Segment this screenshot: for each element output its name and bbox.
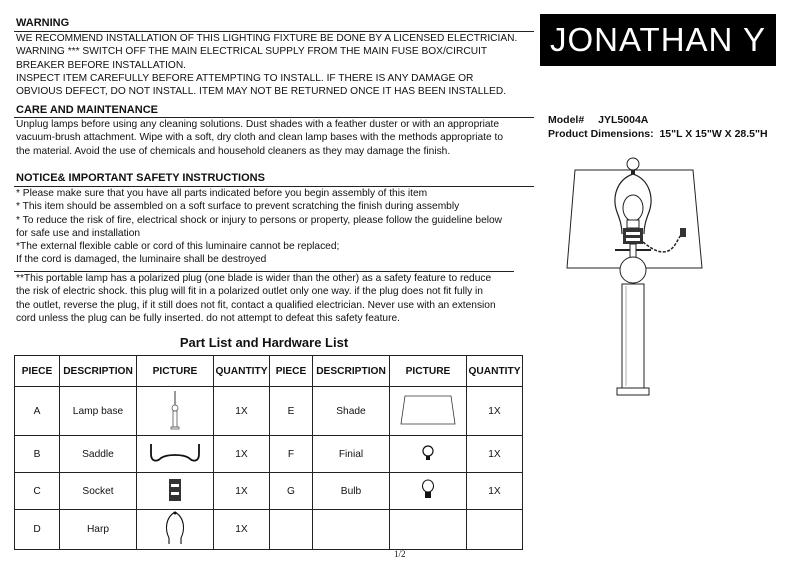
plug-text <box>16 272 496 325</box>
table-row <box>15 436 523 473</box>
description-cell: Lamp base <box>60 387 137 436</box>
picture-cell <box>390 387 467 436</box>
piece-cell: E <box>270 387 313 436</box>
description-cell: Shade <box>313 387 390 436</box>
plug-line: **This portable lamp has a polarized plug (one blade is wider than the other) as a safety feature to reduce <box>16 273 492 284</box>
picture-cell <box>137 436 214 473</box>
safety-text <box>16 187 502 267</box>
col-header: PIECE <box>15 356 60 387</box>
quantity-cell: 1X <box>467 436 523 473</box>
bulb-icon <box>421 479 435 501</box>
safety-line: for safe use and installation <box>16 227 141 239</box>
warning-line: INSPECT ITEM CAREFULLY BEFORE ATTEMPTING TO INSTALL. IF THERE IS ANY DAMAGE OR <box>16 72 474 84</box>
piece-cell: D <box>15 510 60 550</box>
plug-line: the risk of electric shock. this plug will fit in a polarized outlet only one way. if the plug does not fit fully in <box>16 286 483 298</box>
warning-line: WARNING *** SWITCH OFF THE MAIN ELECTRICAL SUPPLY FROM THE MAIN FUSE BOX/CIRCUIT <box>16 46 488 58</box>
harp-icon <box>163 510 187 546</box>
piece-cell: F <box>270 436 313 473</box>
socket-icon <box>167 476 183 504</box>
quantity-cell: 1X <box>214 387 270 436</box>
care-line: Unplug lamps before using any cleaning solutions. Dust shades with a feather duster or with an appropriate <box>16 119 500 130</box>
warning-text <box>16 32 517 98</box>
plug-line: cord unless the plug can be fully inserted. do not attempt to defeat this safety feature. <box>16 312 400 324</box>
plug-line: the outlet, reverse the plug, if it still does not fit, contact a qualified electrician. Never use with an extension <box>16 299 496 311</box>
care-line: the material. Avoid the use of chemicals and household cleaners as they may damage the finish. <box>16 145 451 157</box>
shade-icon <box>398 393 458 427</box>
dims-value: 15"L X 15"W X 28.5"H <box>659 128 768 140</box>
picture-cell <box>390 510 467 550</box>
safety-line: *The external flexible cable or cord of this luminaire cannot be replaced; <box>16 241 340 253</box>
col-header: PICTURE <box>137 356 214 387</box>
care-heading: CARE AND MAINTENANCE <box>16 104 158 116</box>
warning-heading: WARNING <box>16 17 70 29</box>
picture-cell <box>137 473 214 510</box>
description-cell: Bulb <box>313 473 390 510</box>
lamp-base-icon <box>165 389 185 431</box>
safety-line: * To reduce the risk of fire, electrical shock or injury to persons or property, please follow the guideline below <box>16 214 503 226</box>
piece-cell: C <box>15 473 60 510</box>
picture-cell <box>137 510 214 550</box>
quantity-cell <box>467 510 523 550</box>
quantity-cell: 1X <box>214 510 270 550</box>
picture-cell <box>390 436 467 473</box>
piece-cell: B <box>15 436 60 473</box>
quantity-cell: 1X <box>467 473 523 510</box>
piece-cell: G <box>270 473 313 510</box>
warning-line: OBVIOUS DEFECT, DO NOT INSTALL. ITEM MAY NOT BE RETURNED ONCE IT HAS BEEN INSTALLED. <box>16 86 507 98</box>
brand-logo: JONATHAN Y <box>540 14 776 66</box>
warning-line: BREAKER BEFORE INSTALLATION. <box>16 59 187 71</box>
description-cell: Socket <box>60 473 137 510</box>
model-label: Model# <box>548 114 585 126</box>
quantity-cell: 1X <box>214 436 270 473</box>
picture-cell <box>137 387 214 436</box>
dims-label: Product Dimensions: <box>548 128 654 140</box>
safety-line: If the cord is damaged, the luminaire shall be destroyed <box>16 254 267 266</box>
page-number: 1/2 <box>394 549 406 559</box>
safety-line: * Please make sure that you have all parts indicated before you begin assembly of this item <box>16 188 428 199</box>
parts-table <box>14 355 523 550</box>
col-header: DESCRIPTION <box>313 356 390 387</box>
quantity-cell: 1X <box>467 387 523 436</box>
description-cell: Finial <box>313 436 390 473</box>
product-info <box>548 113 768 141</box>
model-value: JYL5004A <box>598 114 649 126</box>
care-line: vacuum-brush attachment. Wipe with a soft, dry cloth and clean lamp bases with the methods appropriate to <box>16 132 503 144</box>
safety-heading: NOTICE& IMPORTANT SAFETY INSTRUCTIONS <box>16 172 265 184</box>
picture-cell <box>390 473 467 510</box>
parts-title: Part List and Hardware List <box>179 335 349 350</box>
col-header: PIECE <box>270 356 313 387</box>
table-row <box>15 473 523 510</box>
quantity-cell: 1X <box>214 473 270 510</box>
description-cell <box>313 510 390 550</box>
saddle-icon <box>147 440 203 466</box>
piece-cell: A <box>15 387 60 436</box>
finial-icon <box>421 444 435 462</box>
care-text <box>16 118 503 158</box>
col-header: QUANTITY <box>214 356 270 387</box>
description-cell: Saddle <box>60 436 137 473</box>
parts-header-row <box>15 356 523 387</box>
lamp-illustration <box>560 150 710 400</box>
safety-line: * This item should be assembled on a soft surface to prevent scratching the finish during assembly <box>16 201 460 213</box>
col-header: DESCRIPTION <box>60 356 137 387</box>
piece-cell <box>270 510 313 550</box>
table-row <box>15 510 523 550</box>
table-row <box>15 387 523 436</box>
col-header: QUANTITY <box>467 356 523 387</box>
warning-line: WE RECOMMEND INSTALLATION OF THIS LIGHTING FIXTURE BE DONE BY A LICENSED ELECTRICIAN. <box>16 33 518 44</box>
col-header: PICTURE <box>390 356 467 387</box>
description-cell: Harp <box>60 510 137 550</box>
